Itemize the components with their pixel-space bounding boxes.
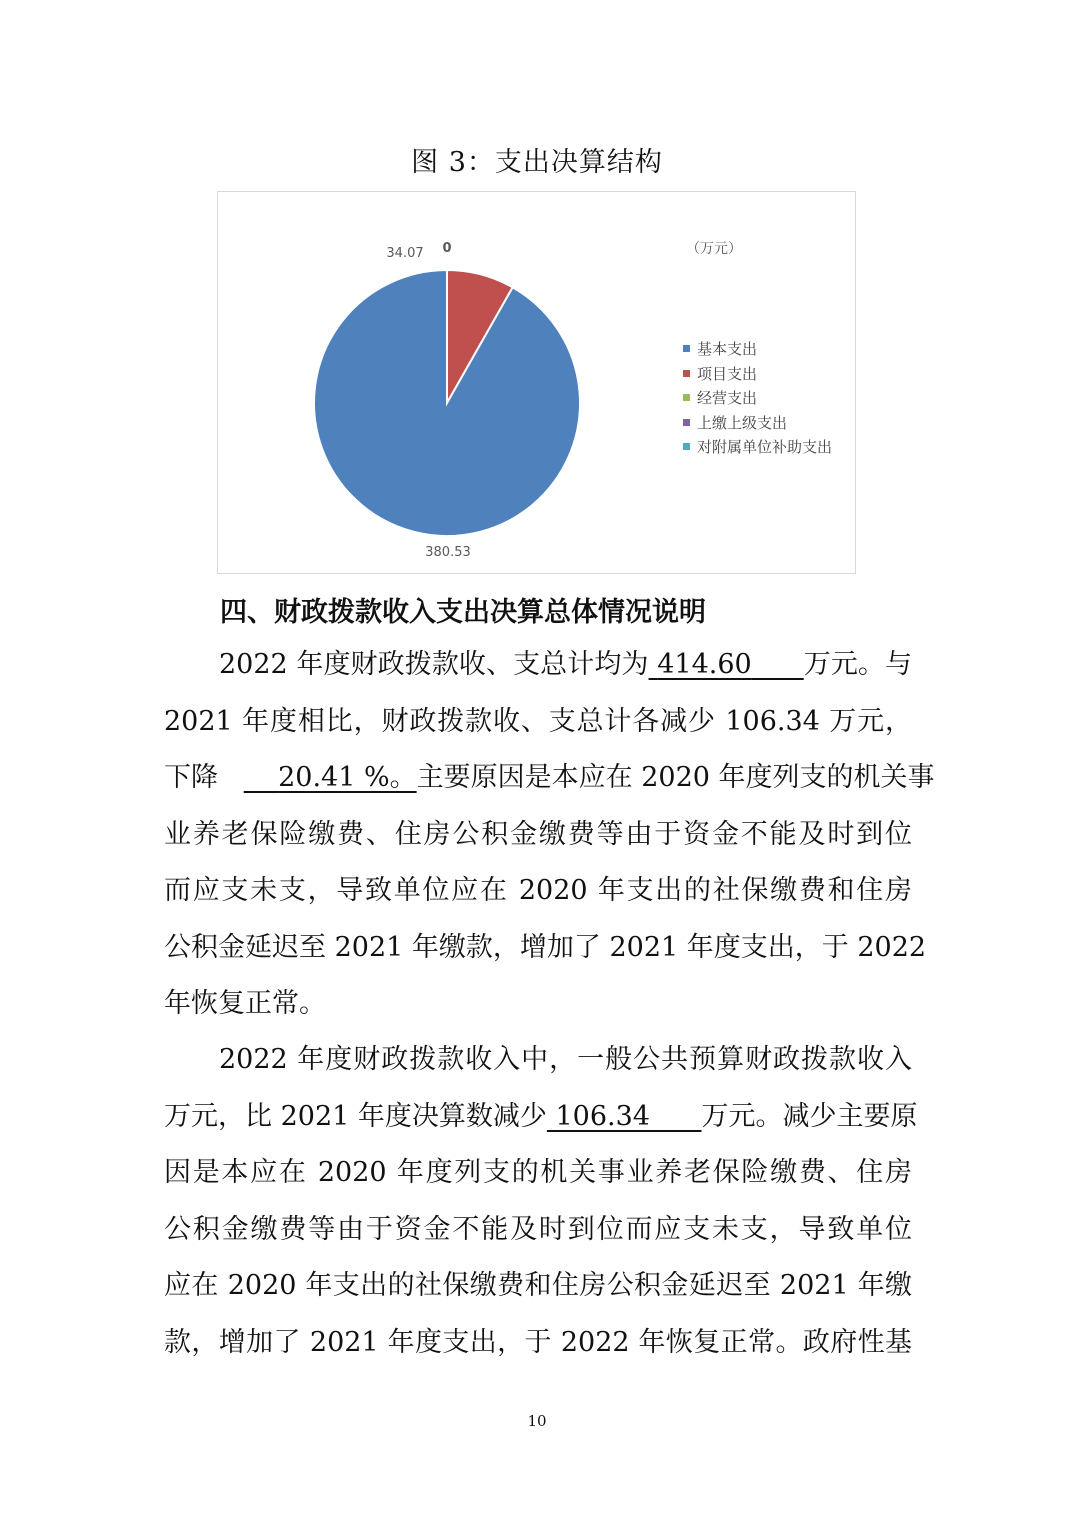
- data-label-project: 34.07: [386, 246, 424, 261]
- legend-item: [683, 386, 832, 411]
- chart-legend: [683, 337, 832, 460]
- text-line: 公积金延迟至 2021 年缴款，增加了 2021 年度支出，于 2022: [164, 931, 927, 963]
- text-line: 款，增加了 2021 年度支出，于 2022 年恢复正常。政府性基: [164, 1326, 912, 1358]
- legend-swatch: [683, 345, 690, 352]
- underlined-value: 106.34: [555, 1100, 650, 1132]
- text-line: 因是本应在 2020 年度列支的机关事业养老保险缴费、住房: [164, 1157, 912, 1188]
- text-line: 2022 年度财政拨款收入中，一般公共预算财政拨款收入: [219, 1044, 912, 1075]
- legend-label: 对附属单位补助支出: [697, 438, 833, 456]
- slice-basic: [314, 270, 580, 536]
- text-line: 公积金缴费等由于资金不能及时到位而应支未支，导致单位: [164, 1213, 912, 1245]
- legend-item: [683, 435, 832, 460]
- legend-swatch: [683, 419, 690, 426]
- legend-swatch: [683, 394, 690, 401]
- text-line: 万元，比 2021 年度决算数减少 106.34 万元。减少主要原: [164, 1100, 918, 1132]
- section-heading: 四、财政拨款收入支出决算总体情况说明: [220, 597, 706, 628]
- text-line: 年恢复正常。: [164, 988, 326, 1019]
- pie-slices: [314, 270, 580, 536]
- figure-title: 图 3：支出决算结构: [411, 147, 663, 178]
- legend-item: [683, 362, 832, 387]
- text-line: 下降 20.41 %。主要原因是本应在 2020 年度列支的机关事: [164, 762, 935, 793]
- text-line: 业养老保险缴费、住房公积金缴费等由于资金不能及时到位: [164, 818, 912, 850]
- legend-item: [683, 337, 832, 362]
- legend-label: 上缴上级支出: [697, 413, 788, 432]
- legend-swatch: [683, 443, 690, 450]
- legend-label: 项目支出: [697, 364, 758, 383]
- paragraph-2: [164, 1032, 918, 1371]
- text-line: 2021 年度相比，财政拨款收、支总计各减少 106.34 万元，: [164, 705, 912, 737]
- pie-chart: [217, 191, 856, 574]
- underlined-value: 414.60: [657, 649, 752, 680]
- page-number: 10: [527, 1412, 547, 1430]
- legend-label: 经营支出: [697, 389, 758, 407]
- data-label-zero: 0: [442, 241, 452, 256]
- legend-swatch: [683, 370, 690, 377]
- paragraph-1: [164, 637, 935, 1033]
- text-line: 而应支未支，导致单位应在 2020 年支出的社保缴费和住房: [164, 875, 912, 906]
- unit-label: （万元）: [686, 241, 742, 257]
- data-label-basic: 380.53: [425, 545, 471, 560]
- legend-label: 基本支出: [697, 340, 758, 358]
- underlined-value: 20.41 %。: [278, 762, 417, 793]
- legend-item: [683, 411, 832, 436]
- text-line: 2022 年度财政拨款收、支总计均为 414.60 万元。与: [219, 649, 913, 680]
- text-line: 应在 2020 年支出的社保缴费和住房公积金延迟至 2021 年缴: [164, 1270, 912, 1301]
